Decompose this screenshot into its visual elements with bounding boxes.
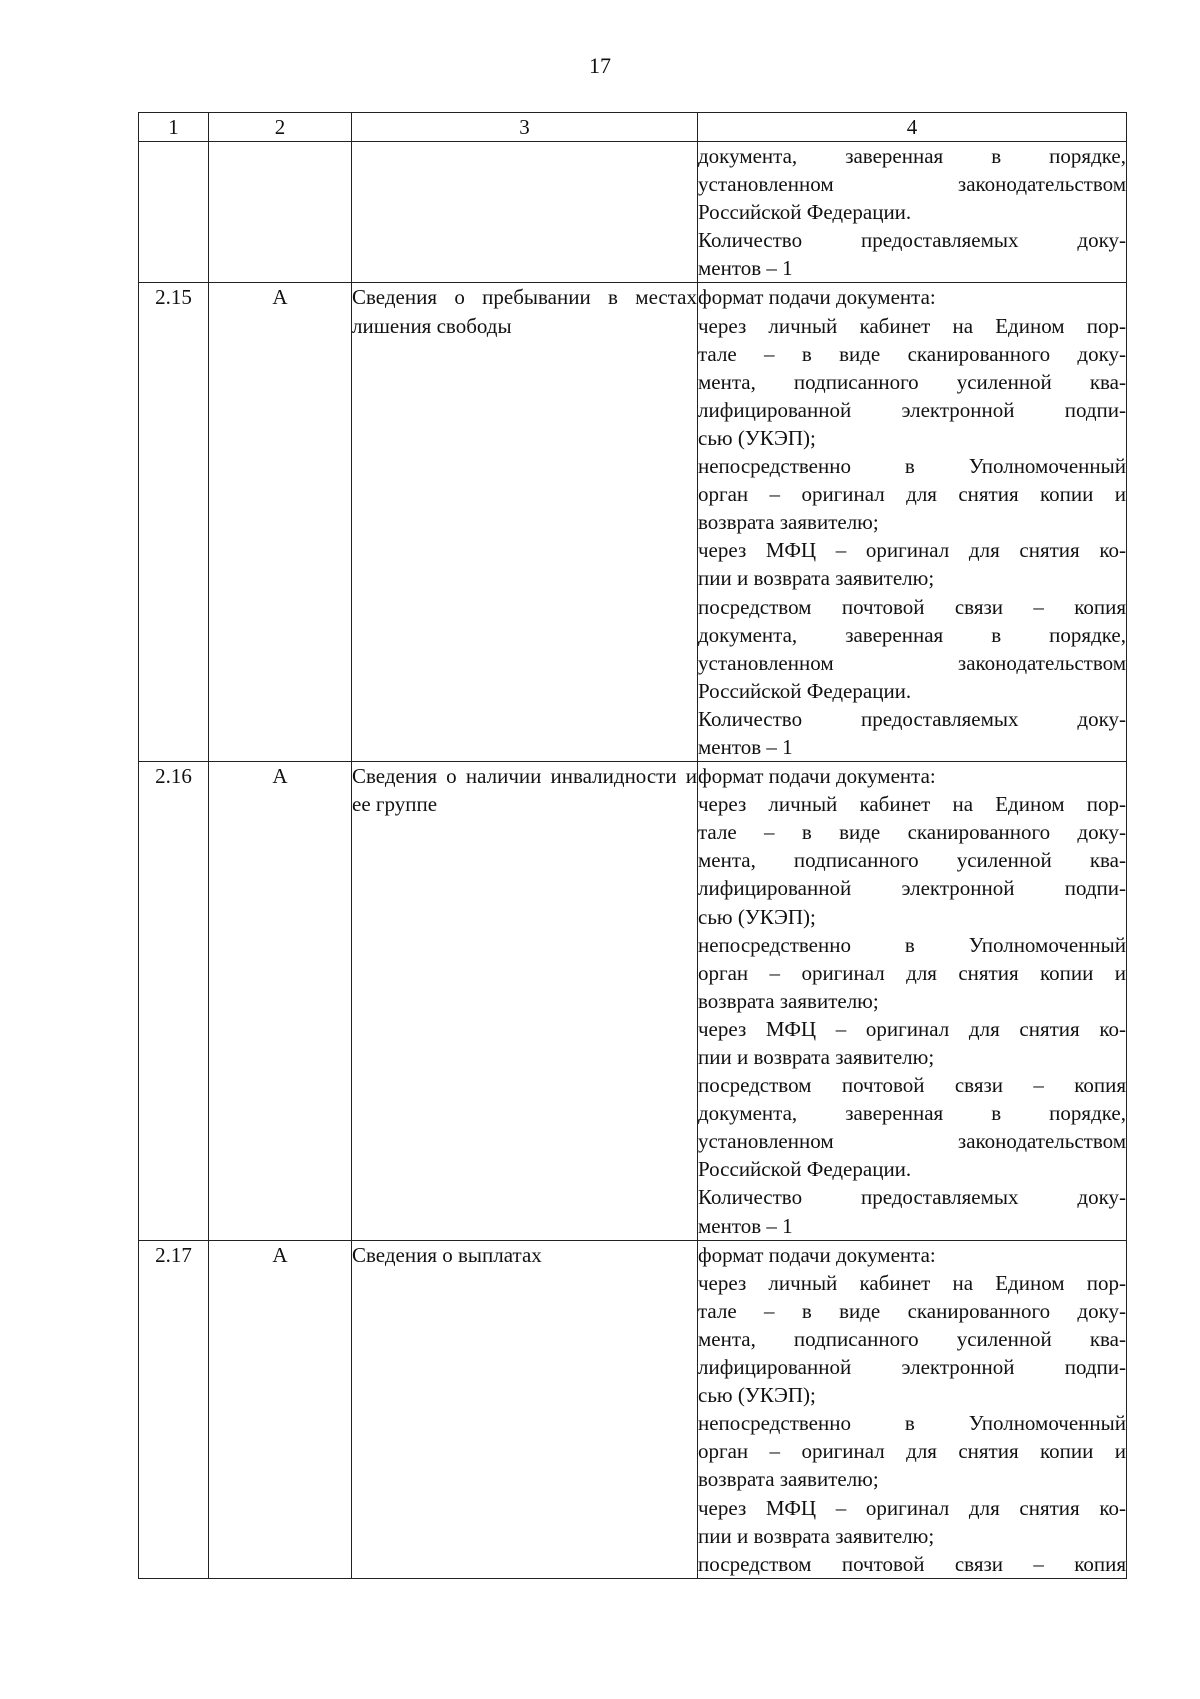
format-text-line: Количество предоставляемых доку-: [698, 706, 1126, 731]
format-text-line: мента, подписанного усиленной ква-: [698, 1326, 1126, 1351]
format-text-line: посредством почтовой связи – копия: [698, 1073, 1126, 1098]
format-text-line: Российской Федерации.: [698, 1157, 912, 1182]
header-row: [139, 113, 1127, 142]
row-submission-format: [698, 762, 1127, 1241]
row-document-name: Сведения о пребывании в местах лишения свободы: [352, 283, 698, 762]
row-code: А: [209, 762, 352, 1241]
format-text-line: орган – оригинал для снятия копии и: [698, 482, 1126, 507]
format-text-line: сью (УКЭП);: [698, 425, 816, 450]
format-text-line: через личный кабинет на Едином пор-: [698, 1270, 1126, 1295]
table-row: [139, 283, 1127, 762]
header-col-1: 1: [139, 113, 209, 142]
format-text-line: установленном законодательством: [698, 172, 1126, 197]
format-text-line: непосредственно в Уполномоченный: [698, 932, 1126, 957]
row-document-name: Сведения о наличии инвалидности и ее группе: [352, 762, 698, 1241]
page-number: 17: [589, 53, 611, 78]
format-text-line: формат подачи документа:: [698, 285, 936, 310]
table-body: [139, 113, 1127, 1579]
format-text-line: возврата заявителю;: [698, 1467, 879, 1492]
format-text-line: ментов – 1: [698, 256, 793, 281]
format-text-line: Российской Федерации.: [698, 200, 912, 225]
format-text-line: пии и возврата заявителю;: [698, 1523, 935, 1548]
format-text-line: сью (УКЭП);: [698, 1383, 816, 1408]
row-document-name: [352, 142, 698, 283]
row-number: 2.17: [139, 1240, 209, 1578]
documents-table: [138, 112, 1127, 1579]
header-col-3: 3: [352, 113, 698, 142]
format-text-line: тале – в виде сканированного доку-: [698, 341, 1126, 366]
format-text-line: непосредственно в Уполномоченный: [698, 1411, 1126, 1436]
format-text-line: через МФЦ – оригинал для снятия ко-: [698, 1495, 1126, 1520]
format-text-line: мента, подписанного усиленной ква-: [698, 369, 1126, 394]
format-text-line: пии и возврата заявителю;: [698, 566, 935, 591]
row-submission-format: [698, 283, 1127, 762]
format-text-line: документа, заверенная в порядке,: [698, 1101, 1126, 1126]
format-text-line: ментов – 1: [698, 1213, 793, 1238]
format-text-line: лифицированной электронной подпи-: [698, 397, 1126, 422]
format-text-line: лифицированной электронной подпи-: [698, 876, 1126, 901]
format-text-line: возврата заявителю;: [698, 510, 879, 535]
table-row: [139, 142, 1127, 283]
row-submission-format: [698, 142, 1127, 283]
format-text-line: Российской Федерации.: [698, 678, 912, 703]
row-code: А: [209, 1240, 352, 1578]
format-text-line: тале – в виде сканированного доку-: [698, 820, 1126, 845]
format-text-line: Количество предоставляемых доку-: [698, 1185, 1126, 1210]
format-text-line: формат подачи документа:: [698, 1242, 936, 1267]
row-submission-format: [698, 1240, 1127, 1578]
row-code: [209, 142, 352, 283]
format-text-line: установленном законодательством: [698, 650, 1126, 675]
format-text-line: формат подачи документа:: [698, 764, 936, 789]
format-text-line: через МФЦ – оригинал для снятия ко-: [698, 538, 1126, 563]
format-text-line: ментов – 1: [698, 734, 793, 759]
format-text-line: посредством почтовой связи – копия: [698, 594, 1126, 619]
format-text-line: пии и возврата заявителю;: [698, 1045, 935, 1069]
row-code: А: [209, 283, 352, 762]
row-number: 2.16: [139, 762, 209, 1241]
header-col-2: 2: [209, 113, 352, 142]
format-text-line: тале – в виде сканированного доку-: [698, 1298, 1126, 1323]
row-document-name: Сведения о выплатах: [352, 1240, 698, 1578]
format-text-line: лифицированной электронной подпи-: [698, 1355, 1126, 1380]
format-text-line: орган – оригинал для снятия копии и: [698, 960, 1126, 985]
format-text-line: посредством почтовой связи – копия: [698, 1551, 1126, 1576]
row-number: 2.15: [139, 283, 209, 762]
format-text-line: орган – оригинал для снятия копии и: [698, 1439, 1126, 1464]
format-text-line: документа, заверенная в порядке,: [698, 144, 1126, 168]
format-text-line: сью (УКЭП);: [698, 904, 816, 929]
table-row: [139, 1240, 1127, 1578]
format-text-line: документа, заверенная в порядке,: [698, 622, 1126, 647]
format-text-line: непосредственно в Уполномоченный: [698, 454, 1126, 479]
format-text-line: мента, подписанного усиленной ква-: [698, 848, 1126, 873]
header-col-4: 4: [698, 113, 1127, 142]
format-text-line: установленном законодательством: [698, 1129, 1126, 1154]
format-text-line: возврата заявителю;: [698, 988, 879, 1013]
table-row: [139, 762, 1127, 1241]
format-text-line: через МФЦ – оригинал для снятия ко-: [698, 1016, 1126, 1041]
format-text-line: Количество предоставляемых доку-: [698, 228, 1126, 253]
format-text-line: через личный кабинет на Едином пор-: [698, 792, 1126, 817]
format-text-line: через личный кабинет на Едином пор-: [698, 313, 1126, 338]
row-number: [139, 142, 209, 283]
